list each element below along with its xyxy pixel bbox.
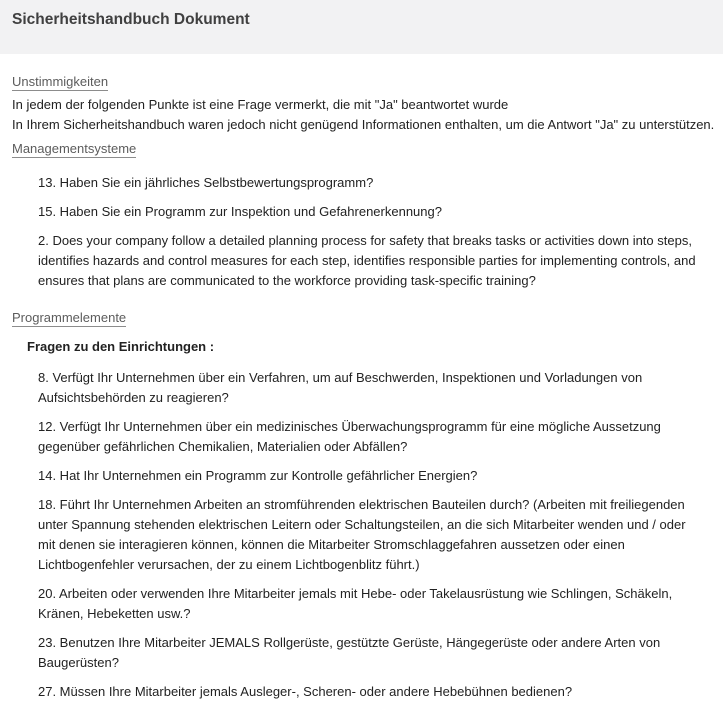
management-question-list	[12, 173, 723, 291]
document-content	[0, 54, 723, 711]
section-title-program-elements: Programmelemente	[12, 310, 127, 325]
list-item: 12. Verfügt Ihr Unternehmen über ein medizinisches Überwachungsprogramm für eine mögliche Aussetzung gegenüber gefährlichen Chemikalien, Materialien oder Abfällen?	[38, 419, 661, 454]
intro-line-2: In Ihrem Sicherheitshandbuch waren jedoch nicht genügend Informationen enthalten, um die Antwort "Ja" zu unterstützen.	[12, 117, 715, 132]
discrepancies-intro	[12, 95, 723, 135]
list-item: 2. Does your company follow a detailed planning process for safety that breaks tasks or activities down into steps, identifies hazards and control measures for each step, identifies responsible parties for implementing controls, and ensures that plans are communicated to the workforce providing task-specific training?	[38, 233, 696, 288]
list-item: 20. Arbeiten oder verwenden Ihre Mitarbeiter jemals mit Hebe- oder Takelausrüstung wie Schlingen, Schäkeln, Kränen, Hebeketten usw.?	[38, 586, 673, 621]
list-item: 8. Verfügt Ihr Unternehmen über ein Verfahren, um auf Beschwerden, Inspektionen und Vorladungen von Aufsichtsbehörden zu reagieren?	[38, 370, 643, 405]
list-item: 14. Hat Ihr Unternehmen ein Programm zur Kontrolle gefährlicher Energien?	[38, 468, 478, 483]
section-title-management: Managementsysteme	[12, 141, 137, 156]
intro-line-1: In jedem der folgenden Punkte ist eine Frage vermerkt, die mit "Ja" beantwortet wurde	[12, 97, 509, 112]
program-question-list	[12, 368, 723, 702]
page-header	[0, 0, 723, 54]
page-title: Sicherheitshandbuch Dokument	[12, 11, 250, 28]
section-title-discrepancies: Unstimmigkeiten	[12, 74, 109, 89]
facilities-subheading: Fragen zu den Einrichtungen :	[27, 339, 215, 354]
list-item: 15. Haben Sie ein Programm zur Inspektion und Gefahrenerkennung?	[38, 204, 442, 219]
list-item: 27. Müssen Ihre Mitarbeiter jemals Ausleger-, Scheren- oder andere Hebebühnen bedienen?	[38, 684, 573, 699]
list-item: 23. Benutzen Ihre Mitarbeiter JEMALS Rollgerüste, gestützte Gerüste, Hängegerüste oder andere Arten von Baugerüsten?	[38, 635, 661, 670]
list-item: 18. Führt Ihr Unternehmen Arbeiten an stromführenden elektrischen Bauteilen durch? (Arbeiten mit freiliegenden unter Spannung stehenden elektrischen Leitern oder Schaltungsteilen, an die sich Mitarbeiter wenden und / oder mit denen sie interagieren können, können die Mitarbeiter Stromschlaggefahren aussetzen oder einen Lichtbogenfehler verursachen, der zu einem Lichtbogenblitz führt.)	[38, 497, 686, 572]
list-item: 13. Haben Sie ein jährliches Selbstbewertungsprogramm?	[38, 175, 374, 190]
